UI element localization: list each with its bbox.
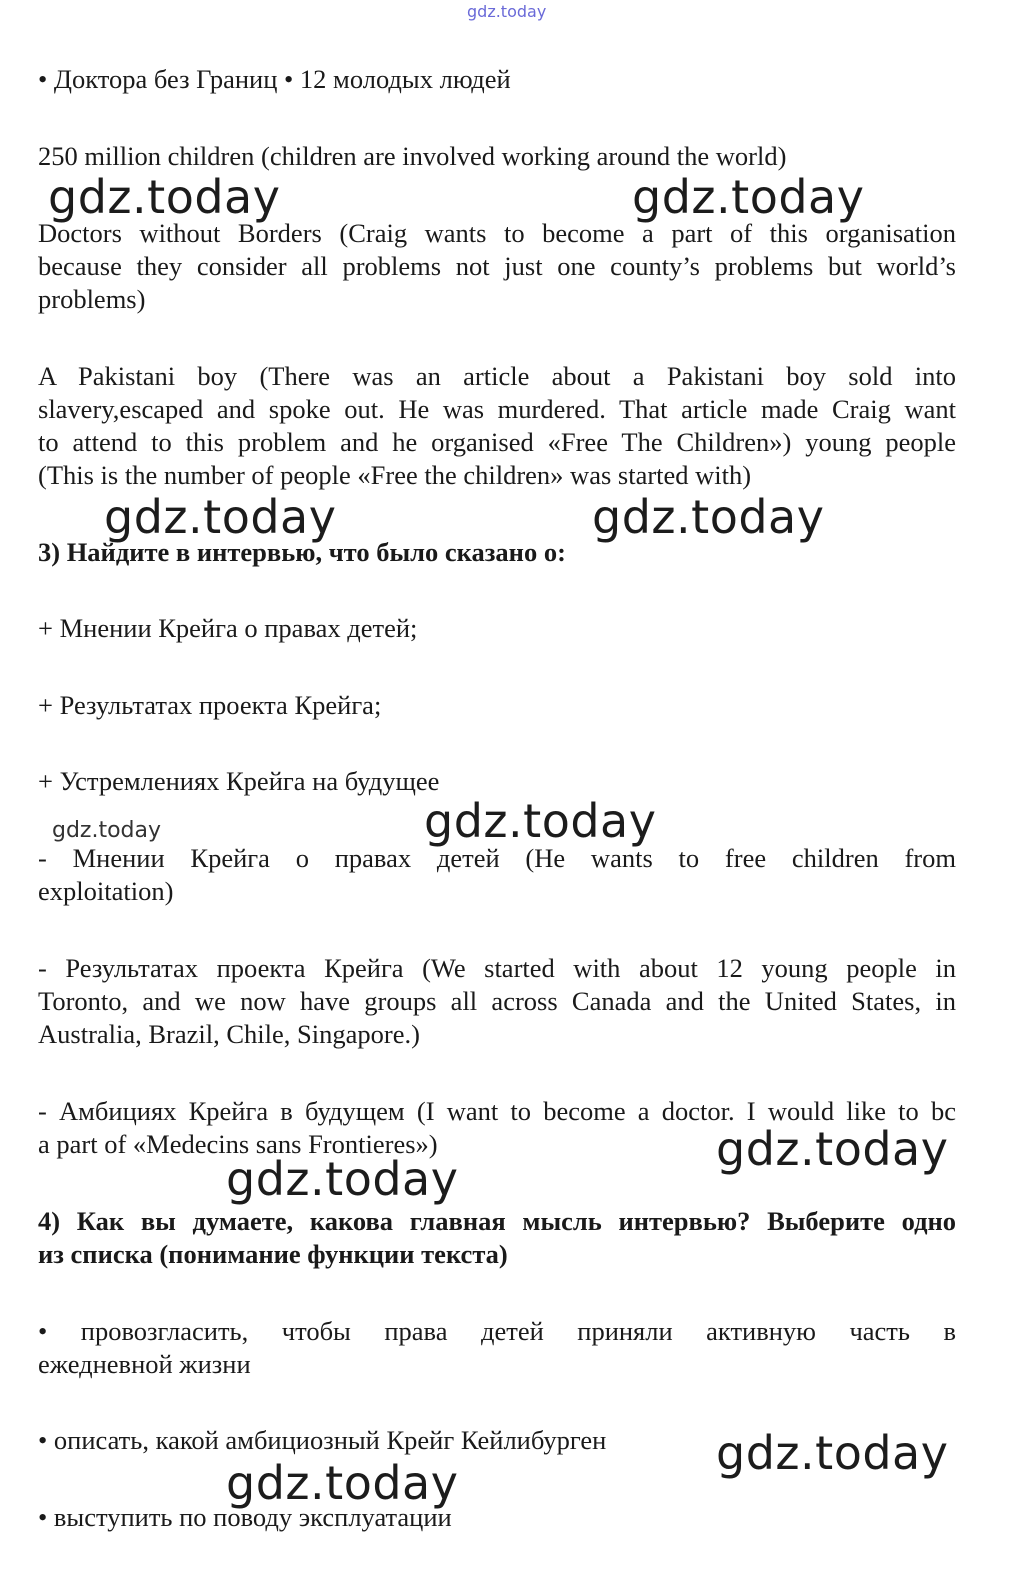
watermark: gdz.today xyxy=(104,490,337,544)
doctors-line-3: problems) xyxy=(38,284,146,314)
task4-heading xyxy=(38,1205,956,1271)
plus-item-ambitions: + Устремлениях Крейга на будущее xyxy=(38,766,440,796)
doctors-paragraph xyxy=(38,217,956,316)
task4-heading-line-2: из списка (понимание функции текста) xyxy=(38,1239,508,1269)
ambitions-line-1: - Амбициях Крейга в будущем (I want to become a doctor. I would like to bc xyxy=(38,1096,956,1126)
pakistani-line-3: to attend to this problem and he organised «Free The Children») young people xyxy=(38,427,956,457)
results-line-3: Australia, Brazil, Chile, Singapore.) xyxy=(38,1019,420,1049)
results-paragraph xyxy=(38,952,956,1051)
doctors-line-1: Doctors without Borders (Craig wants to become a part of this organisation xyxy=(38,218,956,248)
pakistani-line-4: (This is the number of people «Free the children» was started with) xyxy=(38,460,752,490)
bullet-proclaim-line-2: ежедневной жизни xyxy=(38,1349,251,1379)
ambitions-line-2: a part of «Medecins sans Frontieres») xyxy=(38,1129,438,1159)
results-line-2: Toronto, and we now have groups all across Canada and the United States, in xyxy=(38,986,956,1016)
plus-item-opinion: + Мнении Крейга о правах детей; xyxy=(38,613,418,643)
bullet-describe: • описать, какой амбициозный Крейг Кейлибурген xyxy=(38,1425,607,1455)
watermark: gdz.today xyxy=(716,1122,949,1176)
watermark: gdz.today xyxy=(48,170,281,224)
watermark-header: gdz.today xyxy=(467,2,547,21)
doctors-line-2: because they consider all problems not just one county’s problems but world’s xyxy=(38,251,956,281)
watermark-small: gdz.today xyxy=(52,818,162,843)
task4-heading-line-1: 4) Как вы думаете, какова главная мысль интервью? Выберите одно xyxy=(38,1206,956,1236)
children-line: 250 million children (children are involved working around the world) xyxy=(38,141,787,171)
doctors-ru-line: • Доктора без Границ • 12 молодых людей xyxy=(38,64,511,94)
watermark: gdz.today xyxy=(424,794,657,848)
opinion-paragraph xyxy=(38,842,956,908)
watermark: gdz.today xyxy=(226,1152,459,1206)
opinion-line-1: - Мнении Крейга о правах детей (He wants to free children from xyxy=(38,843,956,873)
watermark: gdz.today xyxy=(226,1456,459,1510)
pakistani-paragraph xyxy=(38,360,956,492)
pakistani-line-1: A Pakistani boy (There was an article about a Pakistani boy sold into xyxy=(38,361,956,391)
bullet-speak-out: • выступить по поводу эксплуатации xyxy=(38,1502,452,1532)
plus-item-results: + Результатах проекта Крейга; xyxy=(38,690,382,720)
pakistani-line-2: slavery,escaped and spoke out. He was murdered. That article made Craig want xyxy=(38,394,956,424)
bullet-proclaim-line-1: • провозгласить, чтобы права детей приняли активную часть в xyxy=(38,1316,956,1346)
opinion-line-2: exploitation) xyxy=(38,876,174,906)
watermark: gdz.today xyxy=(592,490,825,544)
watermark: gdz.today xyxy=(632,170,865,224)
bullet-proclaim xyxy=(38,1315,956,1381)
results-line-1: - Результатах проекта Крейга (We started with about 12 young people in xyxy=(38,953,956,983)
task3-heading: 3) Найдите в интервью, что было сказано о: xyxy=(38,537,566,567)
watermark: gdz.today xyxy=(716,1426,949,1480)
